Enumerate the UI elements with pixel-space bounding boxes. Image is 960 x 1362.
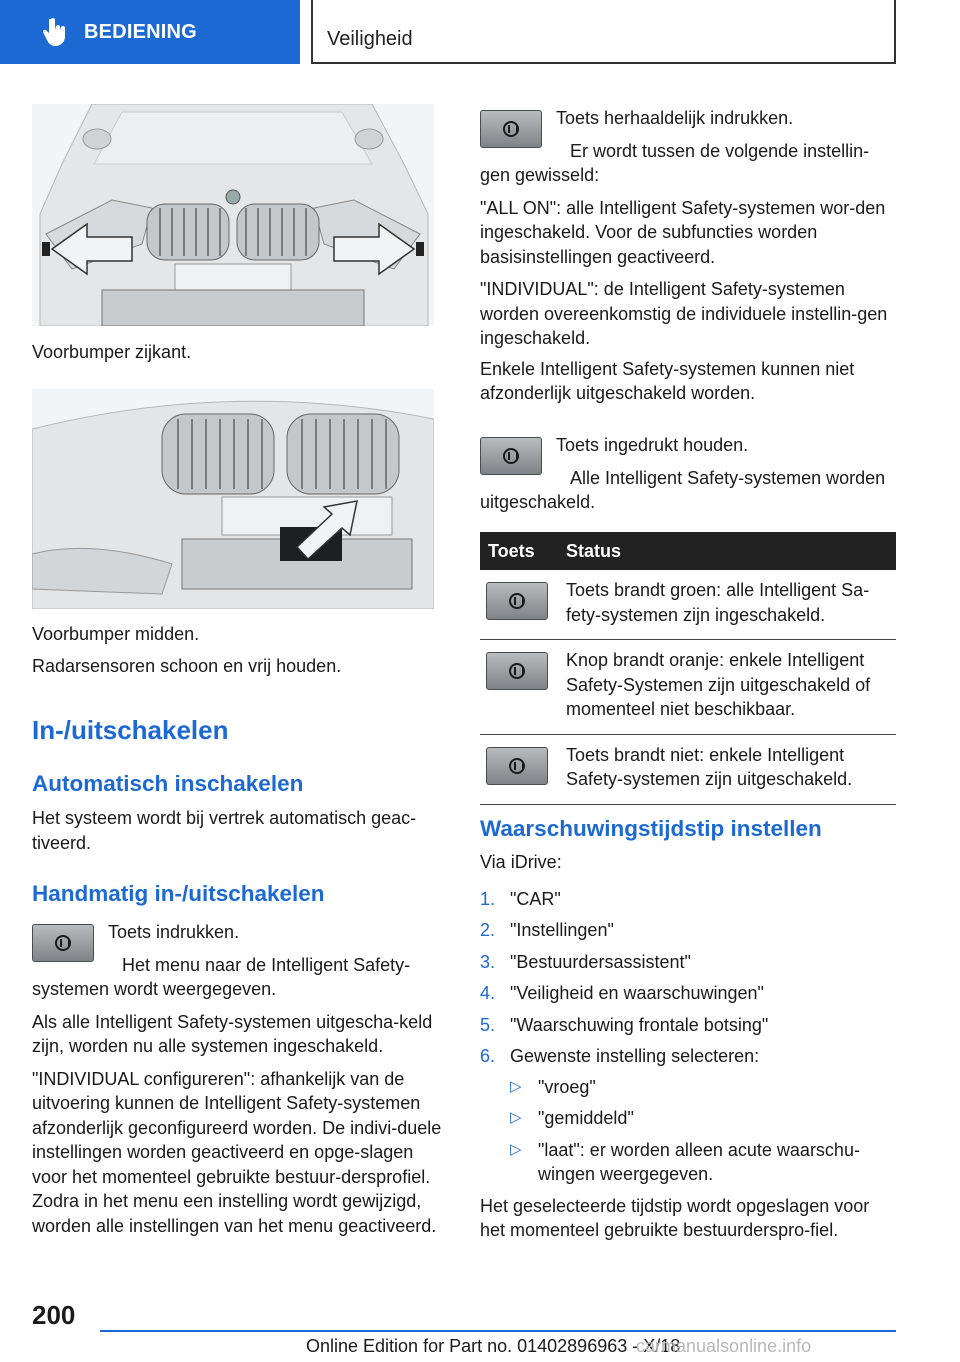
substeps-list — [510, 1075, 894, 1187]
safety-icon — [503, 448, 519, 464]
caption-radar: Radarsensoren schoon en vrij houden. — [32, 655, 342, 676]
list-item: ▷ "vroeg" — [510, 1075, 894, 1100]
table-row — [480, 734, 896, 804]
caption-middle: Voorbumper midden. — [32, 624, 200, 644]
text-indiv: "INDIVIDUAL": de Intelligent Safety-systemen worden overeenkomstig de individuele instellin-gen ingeschakeld. — [480, 279, 888, 348]
steps-list — [480, 887, 894, 1187]
footer-divider — [100, 1330, 896, 1332]
list-item: 5. "Waarschuwing frontale botsing" — [480, 1014, 769, 1035]
list-item: 3. "Bestuurdersassistent" — [480, 951, 691, 972]
section-label: BEDIENING — [84, 20, 197, 43]
text-all: Als alle Intelligent Safety-systemen uitgescha-keld zijn, worden nu alle systemen ingeschakeld. — [32, 1011, 433, 1056]
table-row — [480, 570, 896, 640]
intelligent-safety-button-repeat[interactable] — [480, 110, 542, 148]
section-tab — [0, 0, 300, 64]
text-some: Enkele Intelligent Safety-systemen kunnen niet afzonderlijk uitgeschakeld worden. — [480, 358, 855, 403]
chapter-title: Veiligheid — [311, 0, 896, 64]
safety-icon — [55, 935, 71, 951]
text-alloff: Alle Intelligent Safety-systemen worden uitgeschakeld. — [480, 467, 886, 512]
safety-icon — [509, 663, 525, 679]
button-orange-icon — [486, 652, 548, 690]
list-item: ▷ "gemiddeld" — [510, 1106, 894, 1131]
safety-icon — [503, 121, 519, 137]
text-press: Toets indrukken. — [108, 922, 240, 942]
safety-icon — [509, 593, 525, 609]
text-via: Via iDrive: — [480, 852, 562, 872]
text-switch: Er wordt tussen de volgende instellin-gen gewisseld: — [480, 140, 870, 185]
bumper-middle-image — [32, 389, 434, 609]
edition-text: Online Edition for Part no. 01402896963 - X/18 — [306, 1336, 681, 1356]
bumper-side-image — [32, 104, 434, 326]
status-table — [480, 532, 896, 805]
heading-waarschuwing: Waarschuwingstijdstip instellen — [480, 816, 822, 841]
page-number: 200 — [32, 1300, 76, 1330]
list-item: 2. "Instellingen" — [480, 920, 614, 940]
caption-side: Voorbumper zijkant. — [32, 342, 192, 362]
list-item: ▷ "laat": er worden alleen acute waarschu-wingen weergegeven. — [510, 1139, 860, 1184]
intelligent-safety-button-hold[interactable] — [480, 437, 542, 475]
triangle-bullet-icon: ▷ — [510, 1109, 522, 1126]
list-item: 4. "Veiligheid en waarschuwingen" — [480, 983, 764, 1003]
text-individual: "INDIVIDUAL configureren": afhankelijk van de uitvoering kunnen de Intelligent Safety-systemen afzonderlijk geconfigureerd worden. De indivi-duele instellingen worden geactiveerd en opge-slagen voor het momenteel gebruikte bestuur-dersprofiel. Zodra in het menu een instelling wordt gewijzigd, worden alle instellingen van het menu geactiveerd. — [32, 1068, 442, 1236]
col-header-status: Status — [558, 532, 896, 570]
text-hold: Toets ingedrukt houden. — [556, 435, 749, 455]
triangle-bullet-icon: ▷ — [510, 1077, 522, 1095]
heading-in-uitschakelen: In-/uitschakelen — [32, 715, 229, 745]
safety-icon — [509, 758, 525, 774]
triangle-bullet-icon: ▷ — [510, 1140, 522, 1158]
text-saved: Het geselecteerde tijdstip wordt opgeslagen voor het momenteel gebruikte bestuurderspro-fiel. — [480, 1195, 870, 1240]
status-text: Toets brandt niet: enkele Intelligent Safety-systemen zijn uitgeschakeld. — [558, 734, 896, 804]
list-item: 1. "CAR" — [480, 888, 561, 909]
status-text: Knop brandt oranje: enkele Intelligent Safety-Systemen zijn uitgeschakeld of momenteel niet beschikbaar. — [558, 640, 896, 735]
heading-handmatig: Handmatig in-/uitschakelen — [32, 881, 325, 906]
watermark: carmanualsonline.info — [636, 1336, 812, 1356]
status-text: Toets brandt groen: alle Intelligent Sa-fety-systemen zijn ingeschakeld. — [558, 570, 896, 640]
heading-automatisch: Automatisch inschakelen — [32, 771, 304, 796]
button-green-icon — [486, 582, 548, 620]
text-menu: Het menu naar de Intelligent Safety-systemen wordt weergegeven. — [32, 954, 411, 999]
table-row — [480, 640, 896, 735]
text-auto: Het systeem wordt bij vertrek automatisch geac-tiveerd. — [32, 808, 417, 853]
text-repeat: Toets herhaaldelijk indrukken. — [556, 108, 794, 128]
list-item: 6. Gewenste instelling selecteren: ▷ "vroeg" ▷ "gemiddeld" ▷ "laat": er worden alleen acute waarschu-wingen weergegeven. — [480, 1044, 894, 1187]
button-off-icon — [486, 747, 548, 785]
text-allon: "ALL ON": alle Intelligent Safety-systemen wor-den ingeschakeld. Voor de subfuncties worden basisinstellingen geactiveerd. — [480, 197, 886, 267]
hand-pointer-icon — [42, 17, 68, 47]
col-header-toets: Toets — [480, 532, 558, 570]
intelligent-safety-button[interactable] — [32, 924, 94, 962]
